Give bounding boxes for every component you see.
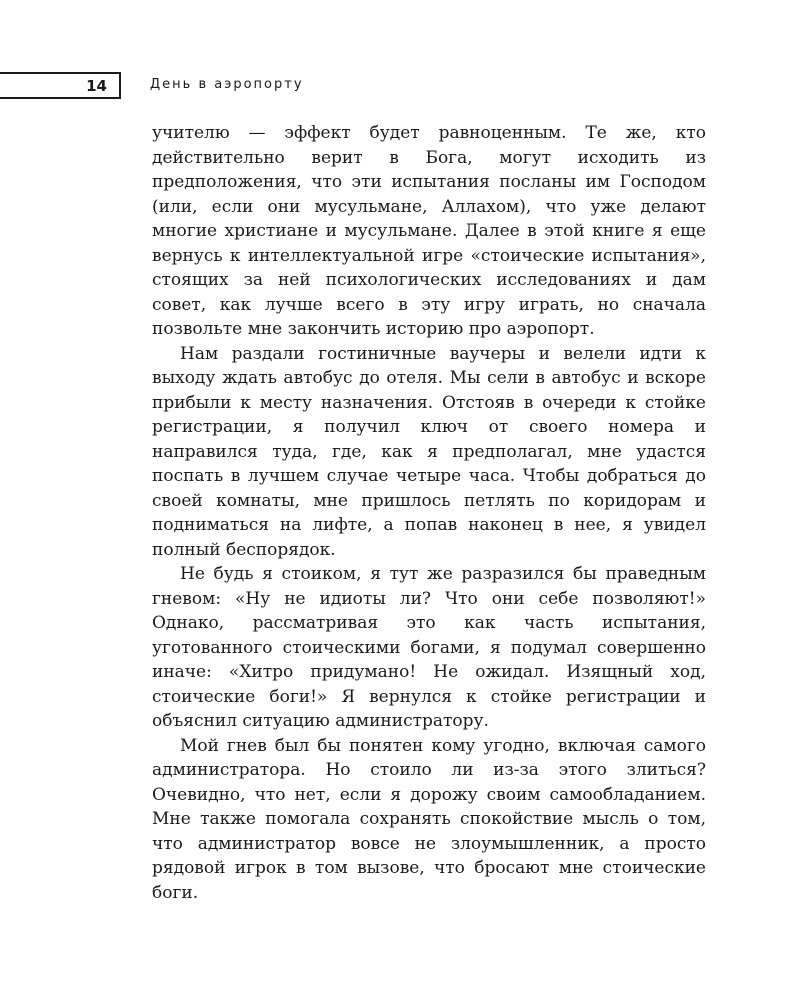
page-number: 14 xyxy=(86,76,107,95)
paragraph-2: Нам раздали гостиничные ваучеры и велели идти к выходу ждать автобус до отеля. Мы сели в автобус и вскоре прибыли к месту назначения. Отстояв в очереди к стойке регистрации, я получил ключ от своего номера и направился туда, где, как я предполагал, мне удастся поспать в лучшем случае четыре часа. Чтобы добраться до своей комнаты, мне пришлось петлять по коридорам и подниматься на лифте, а попав наконец в нее, я увидел полный беспорядок. xyxy=(152,343,706,560)
paragraph-1: учителю — эффект будет равноценным. Те же, кто действительно верит в Бога, могут исходить из предположения, что эти испытания посланы им Господом (или, если они мусульмане, Аллахом), что уже делают многие христиане и мусульмане. Далее в этой книге я еще вернусь к интеллектуальной игре «стоические испытания», стоящих за ней психологических исследованиях и дам совет, как лучше всего в эту игру играть, но сначала позвольте мне закончить историю про аэропорт. xyxy=(152,123,706,339)
page-number-box xyxy=(0,72,121,99)
body-text xyxy=(152,121,706,905)
paragraph-4: Мой гнев был бы понятен кому угодно, включая самого администратора. Но стоило ли из-за этого злиться? Очевидно, что нет, если я дорожу своим самообладанием. Мне также помогала сохранять спокойствие мысль о том, что администратор вовсе не злоумышленник, а просто рядовой игрок в том вызове, что бросают мне стоические боги. xyxy=(152,735,706,903)
paragraph-3: Не будь я стоиком, я тут же разразился бы праведным гневом: «Ну не идиоты ли? Что они себе позволяют!» Однако, рассматривая это как часть испытания, уготованного стоическими богами, я подумал совершенно иначе: «Хитро придумано! Не ожидал. Изящный ход, стоические боги!» Я вернулся к стойке регистрации и объяснил ситуацию администратору. xyxy=(152,564,706,731)
running-title: День в аэропорту xyxy=(150,77,304,92)
